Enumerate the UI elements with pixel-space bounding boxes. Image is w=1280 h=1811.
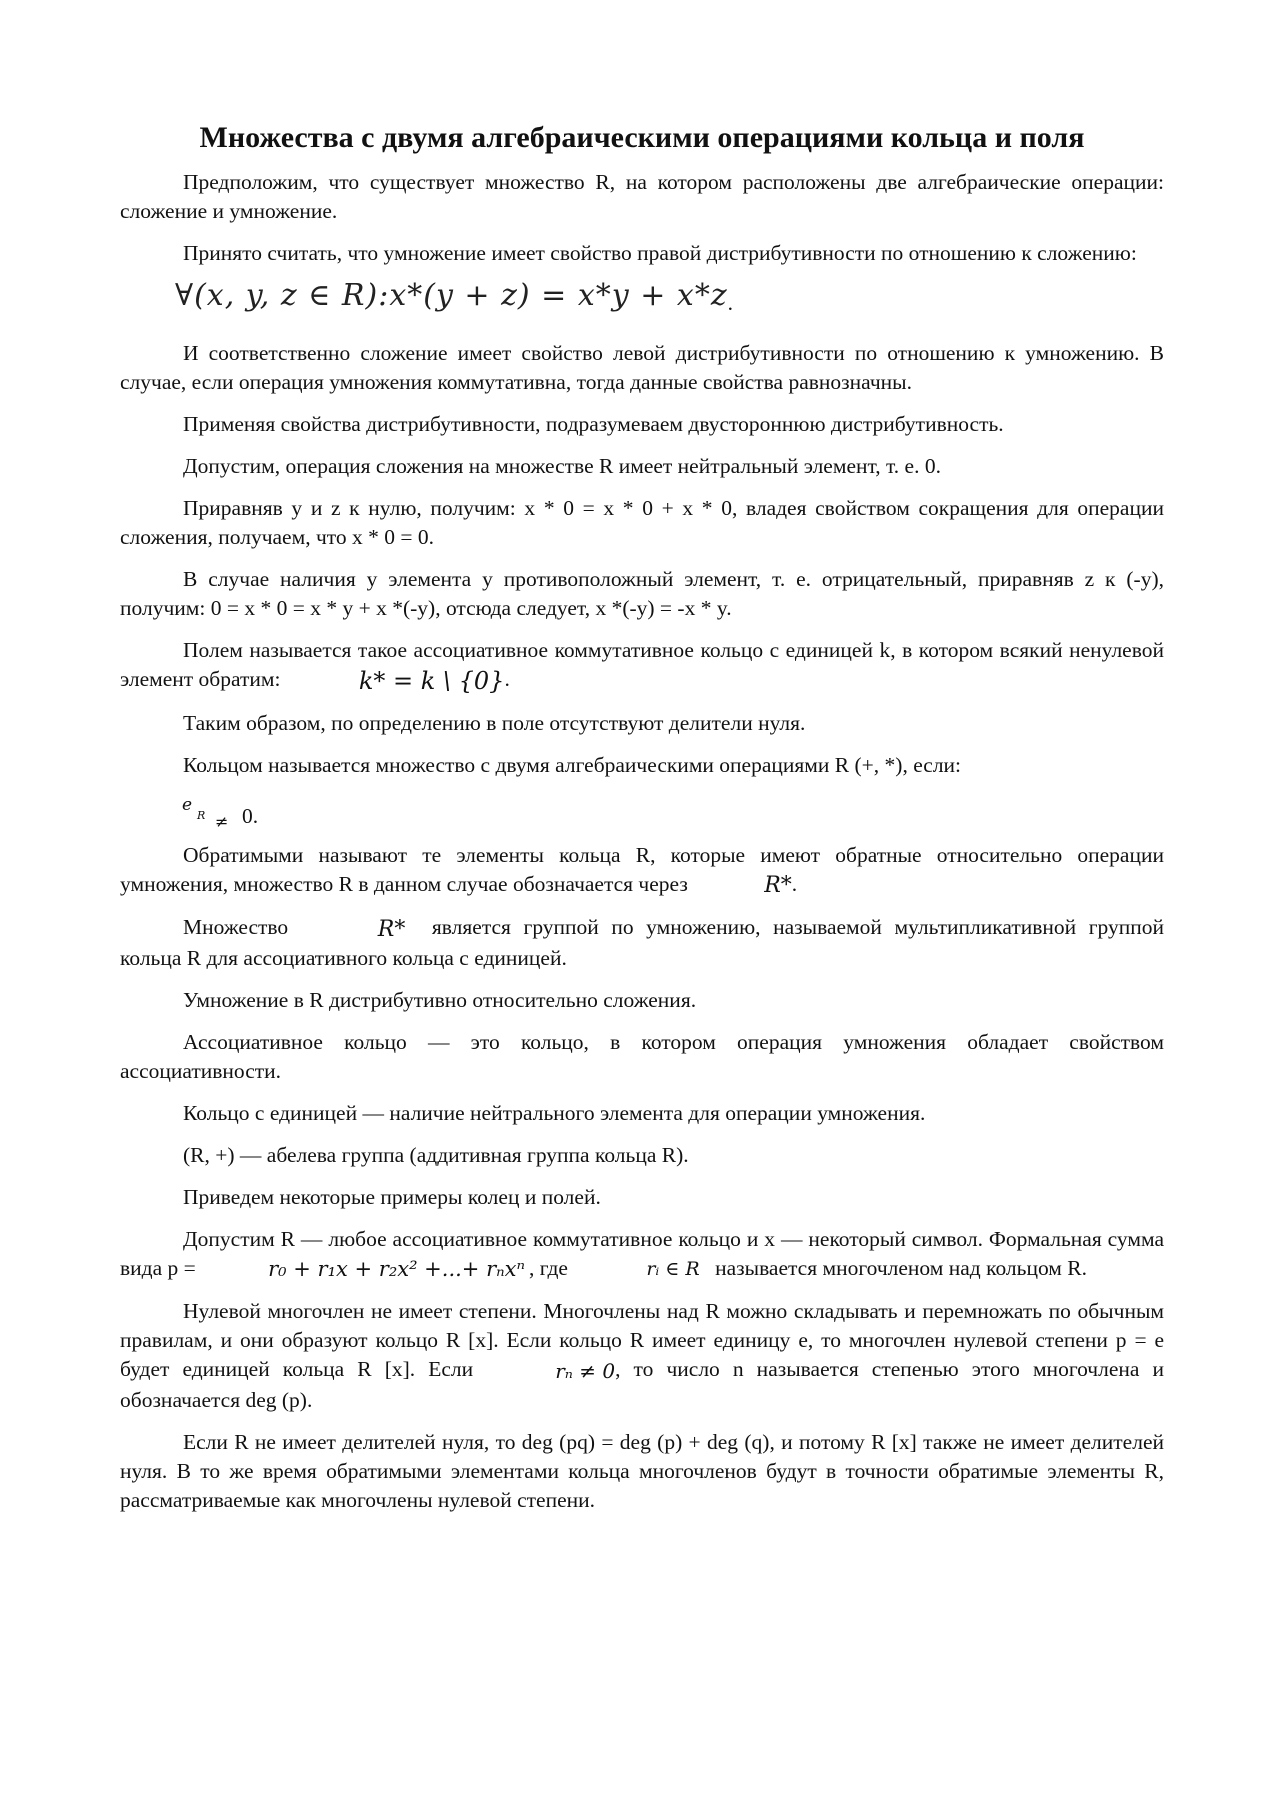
unit-nonzero-formula bbox=[182, 791, 1164, 833]
formula-zero: 0. bbox=[242, 803, 259, 828]
leading-coefficient-formula: rₙ ≠ 0 bbox=[555, 1358, 616, 1383]
formula-period: . bbox=[727, 291, 733, 315]
paragraph: Приведем некоторые примеры колец и полей. bbox=[183, 1184, 601, 1209]
formula-e: e bbox=[182, 794, 193, 815]
paragraph: Таким образом, по определению в поле отсутствуют делители нуля. bbox=[183, 710, 806, 735]
paragraph: Допустим, операция сложения на множестве R имеет нейтральный элемент, т. е. 0. bbox=[183, 454, 941, 478]
paragraph-text: Допустим R — любое ассоциативное коммутативное кольцо и x — некоторый символ. Формальная сумма вида p = bbox=[120, 1226, 1164, 1280]
paragraph-text: Обратимыми называют те элементы кольца R, которые имеют обратные относительно операции умножения, множество R в данном случае обозначается через bbox=[120, 842, 1164, 896]
paragraph-text: Множество bbox=[183, 915, 289, 940]
paragraph-text: Полем называется такое ассоциативное коммутативное кольцо с единицей k, в котором всякий ненулевой элемент обратим: bbox=[120, 638, 1164, 691]
paragraph: В случае наличия у элемента y противоположный элемент, т. е. отрицательный, приравняв z к (-y), получим: 0 = x * 0 = x * y + x *(-y), отсюда следует, x *(-y) = -x * y. bbox=[120, 567, 1164, 620]
coefficient-formula: rᵢ ∈ R bbox=[646, 1258, 700, 1281]
formula-period: . bbox=[504, 667, 510, 691]
formula-period: . bbox=[791, 871, 798, 896]
paragraph: Если R не имеет делителей нуля, то deg (pq) = deg (p) + deg (q), и потому R [x] также не имеет делителей нуля. В то же время обратимыми элементами кольца многочленов будут в точности обратимые элементы R, рассматриваемые как многочлены нулевой степени. bbox=[120, 1429, 1164, 1512]
paragraph: Кольцом называется множество с двумя алгебраическими операциями R (+, *), если: bbox=[183, 752, 962, 777]
paragraph-text: Нулевой многочлен не имеет степени. Многочлены над R можно складывать и перемножать по обычным правилам, и они образуют кольцо R [x]. Если кольцо R имеет единицу e, то многочлен нулевой степени p = e будет единицей кольца R [x]. Если bbox=[120, 1299, 1164, 1382]
formula-text: ∀(x, y, z ∈ R):x*(y + z) = x*y + x*z bbox=[175, 277, 728, 313]
paragraph: Применяя свойства дистрибутивности, подразумеваем двустороннюю дистрибутивность. bbox=[183, 412, 1004, 436]
paragraph-text: является группой по умножению, называемой мультипликативной группой кольца R для ассоциативного кольца с единицей. bbox=[120, 915, 1165, 970]
formula-subscript-r: R bbox=[197, 808, 206, 822]
paragraph: Кольцо с единицей — наличие нейтрального элемента для операции умножения. bbox=[183, 1100, 926, 1125]
paragraph: Приравняв y и z к нулю, получим: x * 0 = x * 0 + x * 0, владея свойством сокращения для операции сложения, получаем, что x * 0 = 0. bbox=[120, 496, 1164, 549]
polynomial-formula: r₀ + r₁x + r₂x² +...+ rₙxⁿ bbox=[268, 1257, 525, 1282]
units-formula: R* bbox=[377, 916, 406, 942]
paragraph: Предположим, что существует множество R, на котором расположены две алгебраические операции: сложение и умножение. bbox=[120, 170, 1164, 223]
paragraph-invertible bbox=[120, 841, 1164, 901]
paragraph-multiplicative-group bbox=[120, 913, 1164, 973]
units-formula: R* bbox=[764, 873, 792, 899]
paragraph-field-definition bbox=[120, 636, 1164, 696]
formula-not-equal: ≠ bbox=[215, 811, 229, 831]
paragraph: Умножение в R дистрибутивно относительно сложения. bbox=[183, 987, 697, 1012]
paragraph-polynomial-definition bbox=[120, 1225, 1164, 1285]
paragraph-text: называется многочленом над кольцом R. bbox=[715, 1255, 1087, 1280]
paragraph-text: , где bbox=[528, 1255, 568, 1280]
paragraph: (R, +) — абелева группа (аддитивная группа кольца R). bbox=[183, 1142, 689, 1167]
page-title: Множества с двумя алгебраическими операциями кольца и поля bbox=[199, 121, 1085, 154]
field-formula: k* = k \ {0} bbox=[358, 666, 505, 695]
paragraph: Принято считать, что умножение имеет свойство правой дистрибутивности по отношению к сложению: bbox=[183, 241, 1137, 265]
distributivity-formula bbox=[175, 279, 1164, 327]
paragraph-polynomial-degree bbox=[120, 1297, 1164, 1415]
paragraph: И соответственно сложение имеет свойство левой дистрибутивности по отношению к умножению. В случае, если операция умножения коммутативна, тогда данные свойства равнозначны. bbox=[120, 341, 1164, 394]
paragraph: Ассоциативное кольцо — это кольцо, в котором операция умножения обладает свойством ассоциативности. bbox=[120, 1029, 1164, 1083]
paragraph-text: , то число n называется степенью этого многочлена и обозначается deg (p). bbox=[120, 1357, 1165, 1412]
